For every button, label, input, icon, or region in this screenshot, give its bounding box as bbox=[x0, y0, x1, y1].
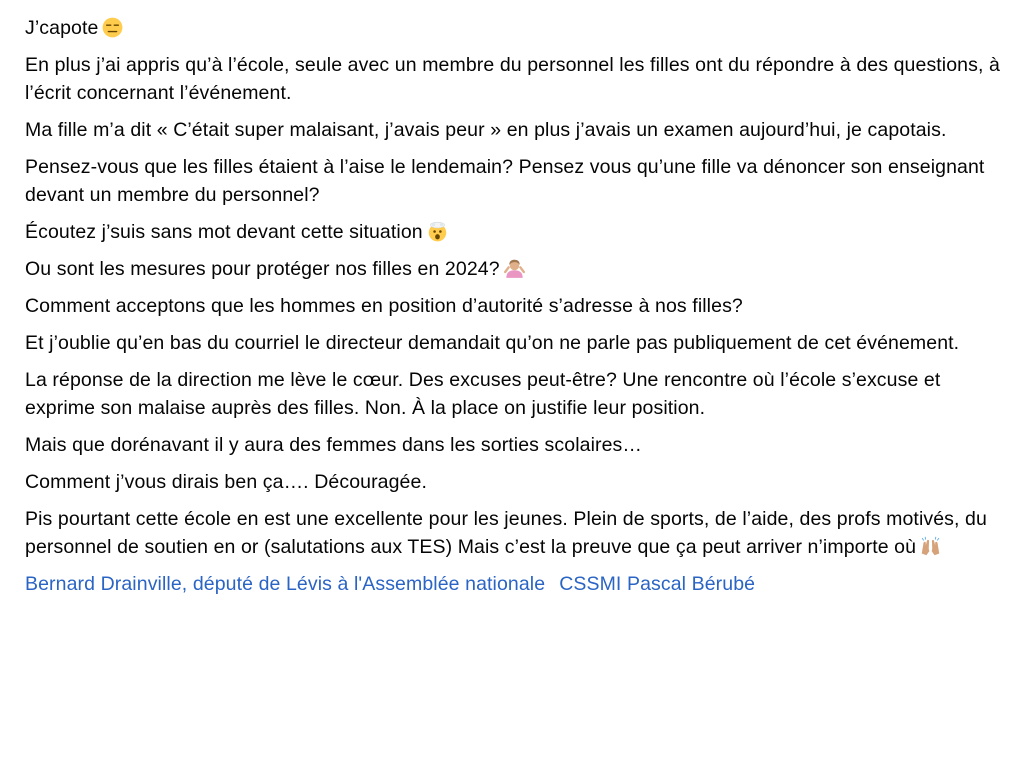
tag-link-bernard-drainville[interactable]: Bernard Drainville, député de Lévis à l'Assemblée nationale bbox=[25, 573, 546, 595]
person-shrugging-icon bbox=[504, 258, 525, 279]
post-paragraph bbox=[25, 292, 1010, 320]
tag-link-cssmi-pascal-berube[interactable]: CSSMI Pascal Bérubé bbox=[559, 573, 756, 595]
exploding-head-icon bbox=[427, 221, 448, 242]
paragraph-text: Ou sont les mesures pour protéger nos filles en 2024? bbox=[25, 258, 500, 280]
paragraph-text: Écoutez j’suis sans mot devant cette situation bbox=[25, 221, 423, 243]
paragraph-text: La réponse de la direction me lève le cœur. Des excuses peut-être? Une rencontre où l’école s’excuse et exprime son malaise auprès des filles. Non. À la place on justifie leur position. bbox=[25, 369, 941, 419]
post-paragraph bbox=[25, 505, 1010, 561]
tagged-pages bbox=[25, 570, 1010, 598]
paragraph-text: En plus j’ai appris qu’à l’école, seule avec un membre du personnel les filles ont du répondre à des questions, à l’écrit concernant l’événement. bbox=[25, 54, 1000, 104]
post-paragraph bbox=[25, 14, 1010, 42]
post-paragraph bbox=[25, 431, 1010, 459]
post-paragraph bbox=[25, 218, 1010, 246]
paragraph-text: Comment j’vous dirais ben ça…. Découragée. bbox=[25, 471, 427, 493]
paragraph-text: J’capote bbox=[25, 17, 99, 39]
paragraph-text: Mais que dorénavant il y aura des femmes dans les sorties scolaires… bbox=[25, 434, 642, 456]
post-paragraph bbox=[25, 116, 1010, 144]
post-paragraph bbox=[25, 255, 1010, 283]
paragraph-text: Et j’oublie qu’en bas du courriel le directeur demandait qu’on ne parle pas publiquement de cet événement. bbox=[25, 332, 960, 354]
raising-hands-icon bbox=[920, 536, 941, 557]
post-paragraph bbox=[25, 468, 1010, 496]
post-paragraph bbox=[25, 329, 1010, 357]
paragraph-text: Comment acceptons que les hommes en position d’autorité s’adresse à nos filles? bbox=[25, 295, 743, 317]
paragraph-text: Ma fille m’a dit « C’était super malaisant, j’avais peur » en plus j’avais un examen aujourd’hui, je capotais. bbox=[25, 119, 947, 141]
expressionless-face-icon bbox=[102, 17, 123, 38]
post-paragraph bbox=[25, 153, 1010, 209]
paragraph-text: Pis pourtant cette école en est une excellente pour les jeunes. Plein de sports, de l’aide, des profs motivés, du personnel de soutien en or (salutations aux TES) Mais c’est la preuve que ça peut arriver n’importe où bbox=[25, 508, 987, 558]
paragraph-text: Pensez-vous que les filles étaient à l’aise le lendemain? Pensez vous qu’une fille va dénoncer son enseignant devant un membre du personnel? bbox=[25, 156, 985, 206]
post-body bbox=[25, 14, 1010, 598]
post-paragraph bbox=[25, 366, 1010, 422]
post-paragraph bbox=[25, 51, 1010, 107]
